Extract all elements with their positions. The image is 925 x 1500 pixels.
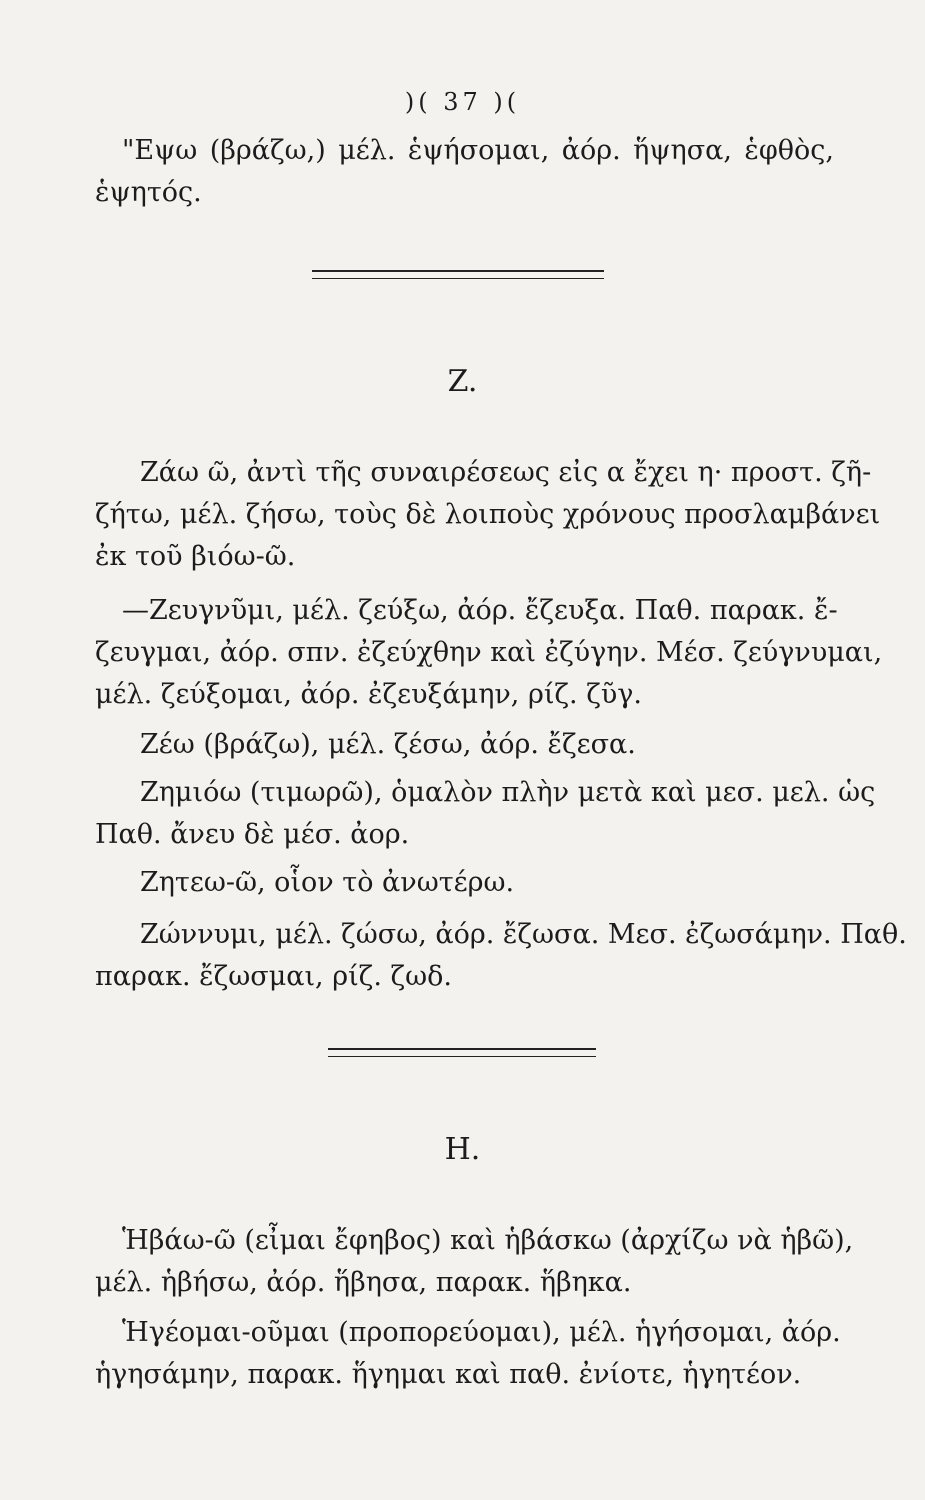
text-line: Ζώννυμι, μέλ. ζώσω, ἀόρ. ἔζωσα. Μεσ. ἐζωσάμην. Παθ. — [140, 919, 907, 950]
text-line: Παθ. ἄνευ δὲ μέσ. ἀορ. — [95, 819, 410, 850]
text-line: ἡγησάμην, παρακ. ἥγημαι καὶ παθ. ἐνίοτε, ἡγητέον. — [95, 1359, 802, 1390]
section-divider-top — [312, 270, 604, 272]
section-divider-bottom — [312, 278, 604, 279]
text-line: Ἡγέομαι-οῦμαι (προπορεύομαι), μέλ. ἡγήσομαι, ἀόρ. — [122, 1317, 841, 1348]
text-line: παρακ. ἔζωσμαι, ρίζ. ζωδ. — [95, 961, 452, 992]
page-number-header: )( 37 )( — [404, 88, 521, 116]
text-line: ἑψητός. — [95, 177, 202, 208]
section-heading-z: Z. — [447, 364, 478, 399]
text-line: μέλ. ἡβήσω, ἀόρ. ἥβησα, παρακ. ἥβηκα. — [95, 1267, 632, 1298]
section-divider-top — [328, 1048, 596, 1050]
text-line: Ζάω ῶ, ἀντὶ τῆς συναιρέσεως εἰς α ἔχει η· προστ. ζῆ- — [140, 457, 872, 488]
text-line: ζήτω, μέλ. ζήσω, τοὺς δὲ λοιποὺς χρόνους προσλαμβάνει — [95, 499, 881, 530]
text-line: ἐκ τοῦ βιόω-ῶ. — [95, 541, 296, 572]
text-line: —Ζευγνῦμι, μέλ. ζεύξω, ἀόρ. ἔζευξα. Παθ. παρακ. ἔ- — [122, 595, 838, 626]
text-line: Ζέω (βράζω), μέλ. ζέσω, ἀόρ. ἔζεσα. — [140, 729, 636, 760]
section-heading-h: H. — [444, 1132, 481, 1167]
text-line: "Εψω (βράζω,) μέλ. ἑψήσομαι, ἀόρ. ἥψησα, ἑφθὸς, — [122, 135, 834, 166]
text-line: μέλ. ζεύξομαι, ἀόρ. ἐζευξάμην, ρίζ. ζῦγ. — [95, 679, 642, 710]
text-line: Ἡβάω-ῶ (εἶμαι ἔφηβος) καὶ ἡβάσκω (ἀρχίζω νὰ ἡβῶ), — [122, 1225, 854, 1256]
section-divider-bottom — [328, 1056, 596, 1057]
text-line: ζευγμαι, ἀόρ. σπν. ἐζεύχθην καὶ ἐζύγην. Μέσ. ζεύγνυμαι, — [95, 637, 883, 668]
text-line: Ζημιόω (τιμωρῶ), ὁμαλὸν πλὴν μετὰ καὶ μεσ. μελ. ὡς — [140, 777, 876, 808]
text-line: Ζητεω-ῶ, οἷον τὸ ἀνωτέρω. — [140, 867, 515, 898]
